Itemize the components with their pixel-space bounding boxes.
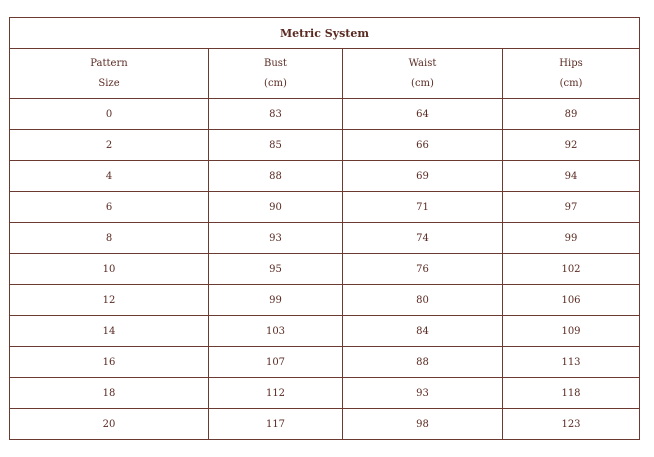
- table-row: [10, 99, 640, 130]
- cell-pattern-size: 14: [10, 316, 209, 347]
- table-row: [10, 192, 640, 223]
- table-row: [10, 130, 640, 161]
- cell-bust: 117: [209, 409, 343, 440]
- cell-hips: 99: [503, 223, 640, 254]
- cell-waist: 76: [343, 254, 503, 285]
- cell-bust: 83: [209, 99, 343, 130]
- table-row: [10, 316, 640, 347]
- header-waist-line1: Waist: [408, 57, 437, 69]
- cell-bust: 90: [209, 192, 343, 223]
- cell-waist: 84: [343, 316, 503, 347]
- cell-waist: 80: [343, 285, 503, 316]
- cell-pattern-size: 2: [10, 130, 209, 161]
- table-body: [10, 99, 640, 440]
- table-row: [10, 378, 640, 409]
- cell-waist: 98: [343, 409, 503, 440]
- cell-waist: 69: [343, 161, 503, 192]
- cell-pattern-size: 6: [10, 192, 209, 223]
- header-waist: [343, 49, 503, 99]
- cell-bust: 107: [209, 347, 343, 378]
- cell-hips: 102: [503, 254, 640, 285]
- cell-bust: 99: [209, 285, 343, 316]
- cell-waist: 93: [343, 378, 503, 409]
- header-hips-line1: Hips: [559, 57, 583, 69]
- cell-hips: 109: [503, 316, 640, 347]
- cell-hips: 94: [503, 161, 640, 192]
- header-bust: [209, 49, 343, 99]
- table-row: [10, 285, 640, 316]
- table-row: [10, 161, 640, 192]
- cell-bust: 85: [209, 130, 343, 161]
- cell-hips: 97: [503, 192, 640, 223]
- header-bust-line2: (cm): [264, 77, 287, 89]
- header-pattern-size-line1: Pattern: [90, 57, 128, 69]
- cell-pattern-size: 0: [10, 99, 209, 130]
- cell-pattern-size: 18: [10, 378, 209, 409]
- cell-waist: 71: [343, 192, 503, 223]
- header-hips: [503, 49, 640, 99]
- cell-pattern-size: 16: [10, 347, 209, 378]
- cell-pattern-size: 10: [10, 254, 209, 285]
- cell-hips: 123: [503, 409, 640, 440]
- header-hips-line2: (cm): [559, 77, 583, 89]
- table-row: [10, 254, 640, 285]
- cell-waist: 88: [343, 347, 503, 378]
- header-row: [10, 49, 640, 99]
- table-row: [10, 347, 640, 378]
- cell-hips: 118: [503, 378, 640, 409]
- cell-hips: 113: [503, 347, 640, 378]
- header-pattern-size: [10, 49, 209, 99]
- cell-bust: 112: [209, 378, 343, 409]
- header-bust-line1: Bust: [264, 57, 287, 69]
- size-chart: [9, 17, 639, 440]
- cell-pattern-size: 12: [10, 285, 209, 316]
- header-pattern-size-line2: Size: [98, 77, 120, 89]
- cell-waist: 74: [343, 223, 503, 254]
- cell-waist: 66: [343, 130, 503, 161]
- metric-size-table: [9, 17, 640, 440]
- table-row: [10, 409, 640, 440]
- cell-bust: 95: [209, 254, 343, 285]
- cell-bust: 93: [209, 223, 343, 254]
- cell-waist: 64: [343, 99, 503, 130]
- title-row: [10, 18, 640, 49]
- table-row: [10, 223, 640, 254]
- cell-hips: 106: [503, 285, 640, 316]
- cell-hips: 92: [503, 130, 640, 161]
- cell-pattern-size: 20: [10, 409, 209, 440]
- table-title: Metric System: [10, 18, 640, 49]
- cell-hips: 89: [503, 99, 640, 130]
- cell-pattern-size: 4: [10, 161, 209, 192]
- cell-bust: 103: [209, 316, 343, 347]
- cell-bust: 88: [209, 161, 343, 192]
- header-waist-line2: (cm): [411, 77, 434, 89]
- cell-pattern-size: 8: [10, 223, 209, 254]
